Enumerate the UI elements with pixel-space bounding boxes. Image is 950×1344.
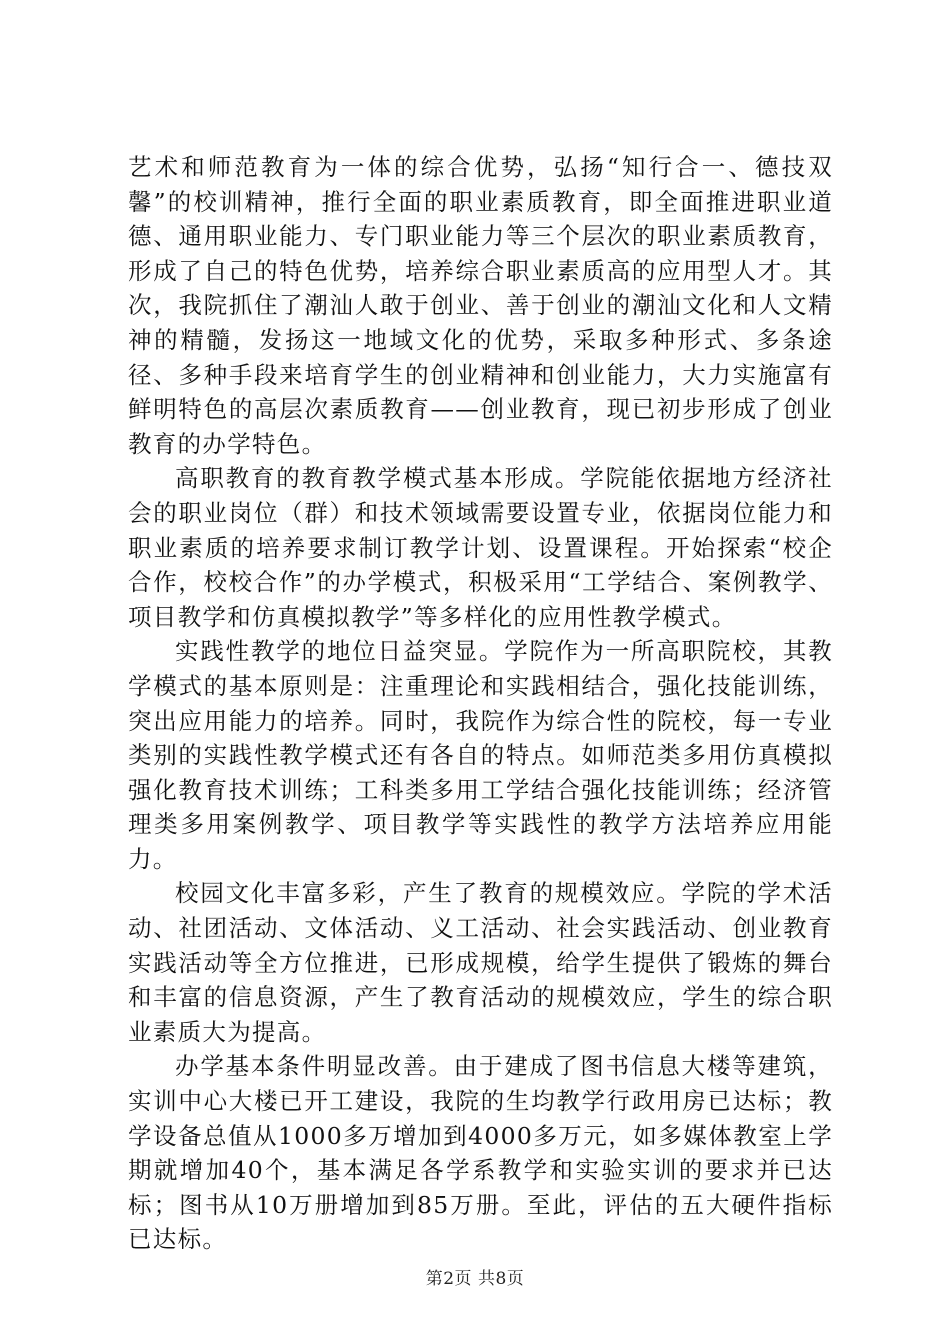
paragraph-1: 艺术和师范教育为一体的综合优势，弘扬“知行合一、德技双馨”的校训精神，推行全面的职业素质教育，即全面推进职业道德、通用职业能力、专门职业能力等三个层次的职业素质教育，形成了自己的特色优势，培养综合职业素质高的应用型人才。其次，我院抓住了潮汕人敢于创业、善于创业的潮汕文化和人文精神的精髓，发扬这一地域文化的优势，采取多种形式、多条途径、多种手段来培育学生的创业精神和创业能力，大力实施富有鲜明特色的高层次素质教育——创业教育，现已初步形成了创业教育的办学特色。: [128, 153, 833, 458]
paragraph-4: 校园文化丰富多彩，产生了教育的规模效应。学院的学术活动、社团活动、文体活动、义工活动、社会实践活动、创业教育实践活动等全方位推进，已形成规模，给学生提供了锻炼的舞台和丰富的信息资源，产生了教育活动的规模效应，学生的综合职业素质大为提高。: [128, 879, 833, 1046]
page-number-footer: 第2页 共8页: [425, 1269, 525, 1289]
paragraph-2: 高职教育的教育教学模式基本形成。学院能依据地方经济社会的职业岗位（群）和技术领域需要设置专业，依据岗位能力和职业素质的培养要求制订教学计划、设置课程。开始探索“校企合作，校校合作”的办学模式，积极采用“工学结合、案例教学、项目教学和仿真模拟教学”等多样化的应用性教学模式。: [128, 464, 833, 631]
paragraph-5: 办学基本条件明显改善。由于建成了图书信息大楼等建筑，实训中心大楼已开工建设，我院的生均教学行政用房已达标；教学设备总值从1000多万增加到4000多万元，如多媒体教室上学期就增加40个，基本满足各学系教学和实验实训的要求并已达标；图书从10万册增加到85万册。至此，评估的五大硬件指标已达标。: [128, 1052, 833, 1254]
paragraph-3: 实践性教学的地位日益突显。学院作为一所高职院校，其教学模式的基本原则是：注重理论和实践相结合，强化技能训练，突出应用能力的培养。同时，我院作为综合性的院校，每一专业类别的实践性教学模式还有各自的特点。如师范类多用仿真模拟强化教育技术训练；工科类多用工学结合强化技能训练；经济管理类多用案例教学、项目教学等实践性的教学方法培养应用能力。: [128, 637, 833, 873]
document-body: [128, 150, 833, 1257]
